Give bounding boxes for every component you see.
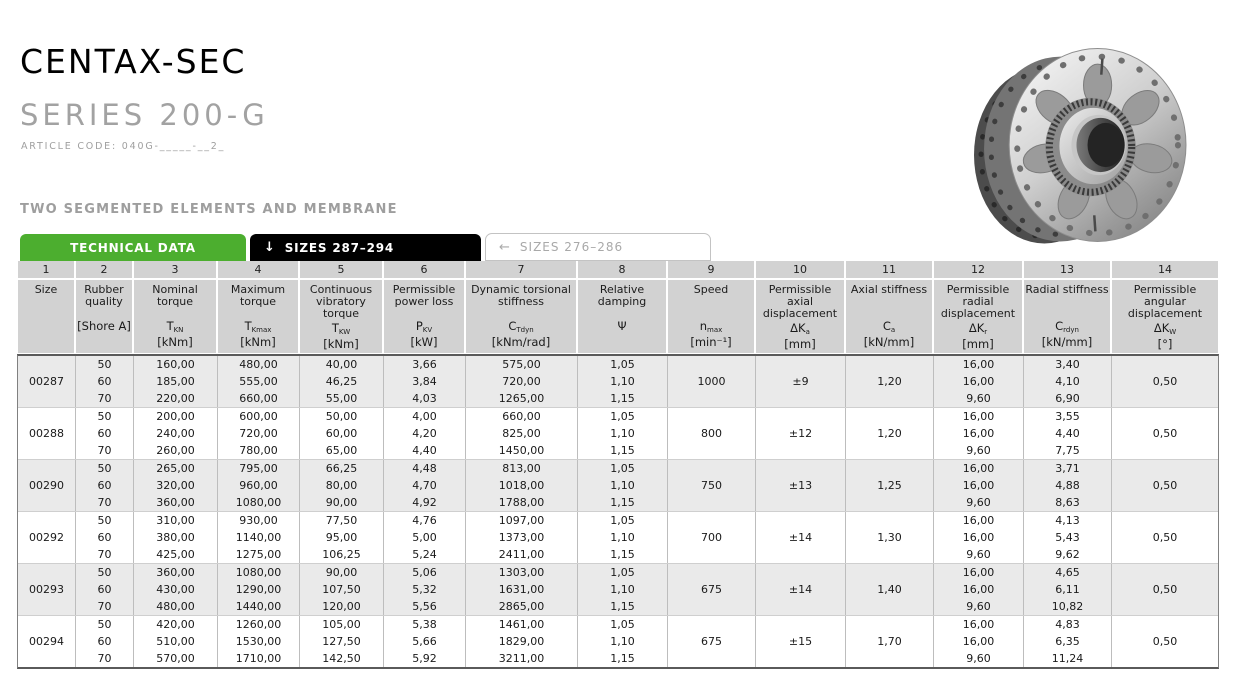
column-header xyxy=(18,280,76,353)
cell-rubber-quality: 50 xyxy=(76,356,134,373)
cell-nominal-torque: 430,00 xyxy=(134,581,218,598)
tab-technical-data[interactable] xyxy=(20,234,246,261)
cell-rubber-quality: 60 xyxy=(76,529,134,546)
cell-power-loss: 4,00 xyxy=(384,408,466,425)
column-header-name: Rubber quality xyxy=(84,283,124,308)
cell-relative-damping: 1,05 xyxy=(578,356,668,373)
cell-maximum-torque: 555,00 xyxy=(218,373,300,390)
column-header-unit: [kNm/rad] xyxy=(491,335,551,349)
tab-sizes-276-286[interactable] xyxy=(485,233,711,261)
cell-size: 00294 xyxy=(18,616,76,667)
cell-radial-stiffness: 3,55 xyxy=(1024,408,1112,425)
cell-radial-stiffness: 3,40 xyxy=(1024,356,1112,373)
cell-rubber-quality: 70 xyxy=(76,442,134,459)
column-number-cell: 11 xyxy=(846,261,934,278)
column-header-name: Size xyxy=(34,283,58,296)
cell-vibratory-torque: 50,00 xyxy=(300,408,384,425)
cell-speed: 675 xyxy=(668,616,756,667)
cell-maximum-torque: 660,00 xyxy=(218,390,300,407)
cell-radial-displacement: 16,00 xyxy=(934,529,1024,546)
column-header-name: Axial stiffness xyxy=(850,283,928,296)
column-header xyxy=(466,280,578,353)
size-group-00287 xyxy=(18,356,1218,408)
column-header xyxy=(578,280,668,353)
cell-torsional-stiffness: 1097,00 xyxy=(466,512,578,529)
cell-torsional-stiffness: 660,00 xyxy=(466,408,578,425)
column-number-cell: 6 xyxy=(384,261,466,278)
cell-rubber-quality: 70 xyxy=(76,650,134,667)
cell-vibratory-torque: 40,00 xyxy=(300,356,384,373)
cell-nominal-torque: 570,00 xyxy=(134,650,218,667)
cell-radial-displacement: 16,00 xyxy=(934,616,1024,633)
cell-maximum-torque: 960,00 xyxy=(218,477,300,494)
section-heading: TWO SEGMENTED ELEMENTS AND MEMBRANE xyxy=(20,202,398,217)
cell-rubber-quality: 70 xyxy=(76,494,134,511)
cell-relative-damping: 1,15 xyxy=(578,650,668,667)
column-header-symbol: $\Delta K_r$ xyxy=(968,321,988,336)
column-header-name: Relative damping xyxy=(597,283,647,308)
cell-size: 00293 xyxy=(18,564,76,615)
column-header xyxy=(846,280,934,353)
column-header-unit: [min⁻¹] xyxy=(690,335,732,349)
cell-axial-stiffness: 1,70 xyxy=(846,616,934,667)
arrow-down-icon: ↓ xyxy=(264,240,276,255)
cell-nominal-torque: 185,00 xyxy=(134,373,218,390)
cell-radial-stiffness: 4,88 xyxy=(1024,477,1112,494)
cell-radial-stiffness: 3,71 xyxy=(1024,460,1112,477)
cell-rubber-quality: 50 xyxy=(76,460,134,477)
cell-radial-stiffness: 6,11 xyxy=(1024,581,1112,598)
cell-speed: 700 xyxy=(668,512,756,563)
cell-power-loss: 4,48 xyxy=(384,460,466,477)
cell-torsional-stiffness: 1788,00 xyxy=(466,494,578,511)
cell-angular-displacement: 0,50 xyxy=(1152,583,1178,596)
cell-maximum-torque: 1080,00 xyxy=(218,564,300,581)
cell-nominal-torque: 425,00 xyxy=(134,546,218,563)
cell-vibratory-torque: 127,50 xyxy=(300,633,384,650)
cell-power-loss: 5,06 xyxy=(384,564,466,581)
cell-vibratory-torque: 120,00 xyxy=(300,598,384,615)
column-header-unit: [kNm] xyxy=(240,335,276,349)
cell-torsional-stiffness: 575,00 xyxy=(466,356,578,373)
cell-maximum-torque: 1530,00 xyxy=(218,633,300,650)
column-number-cell: 14 xyxy=(1112,261,1218,278)
cell-vibratory-torque: 95,00 xyxy=(300,529,384,546)
cell-angular-displacement: 0,50 xyxy=(1152,531,1178,544)
column-header-symbol: $T_{KN}$ xyxy=(166,319,184,334)
cell-relative-damping: 1,10 xyxy=(578,529,668,546)
cell-torsional-stiffness: 1450,00 xyxy=(466,442,578,459)
cell-maximum-torque: 720,00 xyxy=(218,425,300,442)
cell-power-loss: 4,76 xyxy=(384,512,466,529)
cell-nominal-torque: 260,00 xyxy=(134,442,218,459)
cell-angular-displacement: 0,50 xyxy=(1152,479,1178,492)
cell-relative-damping: 1,10 xyxy=(578,477,668,494)
cell-maximum-torque: 795,00 xyxy=(218,460,300,477)
cell-speed: 750 xyxy=(668,460,756,511)
cell-relative-damping: 1,05 xyxy=(578,564,668,581)
cell-relative-damping: 1,10 xyxy=(578,633,668,650)
cell-torsional-stiffness: 813,00 xyxy=(466,460,578,477)
cell-relative-damping: 1,15 xyxy=(578,546,668,563)
cell-torsional-stiffness: 2411,00 xyxy=(466,546,578,563)
cell-power-loss: 5,00 xyxy=(384,529,466,546)
column-header xyxy=(756,280,846,353)
cell-radial-stiffness: 6,35 xyxy=(1024,633,1112,650)
cell-radial-displacement: 16,00 xyxy=(934,633,1024,650)
size-group-00294 xyxy=(18,616,1218,667)
cell-nominal-torque: 220,00 xyxy=(134,390,218,407)
cell-speed: 1000 xyxy=(668,356,756,407)
cell-vibratory-torque: 55,00 xyxy=(300,390,384,407)
column-header xyxy=(300,280,384,353)
column-header-name: Speed xyxy=(693,283,729,296)
cell-axial-stiffness: 1,20 xyxy=(846,356,934,407)
column-number-cell: 4 xyxy=(218,261,300,278)
cell-radial-displacement: 16,00 xyxy=(934,512,1024,529)
column-header xyxy=(668,280,756,353)
cell-torsional-stiffness: 1373,00 xyxy=(466,529,578,546)
cell-radial-stiffness: 5,43 xyxy=(1024,529,1112,546)
cell-torsional-stiffness: 1303,00 xyxy=(466,564,578,581)
cell-power-loss: 4,40 xyxy=(384,442,466,459)
cell-relative-damping: 1,05 xyxy=(578,512,668,529)
coupling-product-image xyxy=(972,33,1188,257)
column-header-name: Nominal torque xyxy=(152,283,198,308)
cell-radial-displacement: 9,60 xyxy=(934,390,1024,407)
cell-maximum-torque: 1275,00 xyxy=(218,546,300,563)
column-header-unit: [mm] xyxy=(784,337,816,351)
cell-power-loss: 4,92 xyxy=(384,494,466,511)
column-header-name: Permissible angular displacement xyxy=(1127,283,1203,320)
cell-vibratory-torque: 60,00 xyxy=(300,425,384,442)
cell-torsional-stiffness: 720,00 xyxy=(466,373,578,390)
cell-vibratory-torque: 105,00 xyxy=(300,616,384,633)
cell-nominal-torque: 360,00 xyxy=(134,564,218,581)
size-group-00288 xyxy=(18,408,1218,460)
cell-radial-displacement: 16,00 xyxy=(934,477,1024,494)
cell-torsional-stiffness: 3211,00 xyxy=(466,650,578,667)
cell-radial-displacement: 16,00 xyxy=(934,564,1024,581)
cell-relative-damping: 1,05 xyxy=(578,460,668,477)
cell-torsional-stiffness: 1018,00 xyxy=(466,477,578,494)
table-header-row xyxy=(18,280,1218,353)
cell-vibratory-torque: 66,25 xyxy=(300,460,384,477)
column-header-name: Radial stiffness xyxy=(1025,283,1109,296)
tab-sizes-276-286-label: SIZES 276–286 xyxy=(519,240,624,254)
cell-maximum-torque: 480,00 xyxy=(218,356,300,373)
column-number-cell: 10 xyxy=(756,261,846,278)
column-header-unit: [kW] xyxy=(410,335,438,349)
cell-maximum-torque: 1710,00 xyxy=(218,650,300,667)
column-header-symbol: $C_{Tdyn}$ xyxy=(508,319,534,334)
cell-vibratory-torque: 90,00 xyxy=(300,564,384,581)
column-header-name: Dynamic torsional stiffness xyxy=(471,283,571,308)
cell-relative-damping: 1,15 xyxy=(578,442,668,459)
size-group-00293 xyxy=(18,564,1218,616)
cell-torsional-stiffness: 2865,00 xyxy=(466,598,578,615)
column-header-symbol: $P_{KV}$ xyxy=(415,319,433,334)
cell-radial-displacement: 16,00 xyxy=(934,425,1024,442)
cell-power-loss: 5,56 xyxy=(384,598,466,615)
cell-radial-stiffness: 4,40 xyxy=(1024,425,1112,442)
cell-size: 00287 xyxy=(18,356,76,407)
column-header-symbol: $\Delta K_a$ xyxy=(790,321,810,336)
cell-axial-displacement: ±12 xyxy=(756,408,846,459)
cell-power-loss: 5,24 xyxy=(384,546,466,563)
column-header-symbol: [Shore A] xyxy=(77,319,131,333)
cell-radial-displacement: 9,60 xyxy=(934,598,1024,615)
cell-rubber-quality: 50 xyxy=(76,616,134,633)
cell-vibratory-torque: 77,50 xyxy=(300,512,384,529)
column-number-cell: 1 xyxy=(18,261,76,278)
cell-power-loss: 5,32 xyxy=(384,581,466,598)
column-header-unit: [kNm] xyxy=(157,335,193,349)
column-header xyxy=(218,280,300,353)
cell-nominal-torque: 320,00 xyxy=(134,477,218,494)
column-header xyxy=(934,280,1024,353)
article-code: ARTICLE CODE: 040G-_____-__2_ xyxy=(21,141,226,152)
column-header-unit: [kNm] xyxy=(323,337,359,351)
cell-axial-displacement: ±15 xyxy=(756,616,846,667)
cell-maximum-torque: 1140,00 xyxy=(218,529,300,546)
cell-radial-stiffness: 9,62 xyxy=(1024,546,1112,563)
cell-torsional-stiffness: 825,00 xyxy=(466,425,578,442)
column-header xyxy=(76,280,134,353)
cell-rubber-quality: 60 xyxy=(76,425,134,442)
column-header xyxy=(384,280,466,353)
cell-angular-displacement: 0,50 xyxy=(1152,635,1178,648)
tab-sizes-287-294[interactable] xyxy=(250,234,481,261)
cell-size: 00290 xyxy=(18,460,76,511)
column-number-cell: 9 xyxy=(668,261,756,278)
cell-relative-damping: 1,15 xyxy=(578,494,668,511)
column-header-name: Permissible axial displacement xyxy=(762,283,838,320)
cell-axial-stiffness: 1,25 xyxy=(846,460,934,511)
cell-radial-stiffness: 11,24 xyxy=(1024,650,1112,667)
cell-nominal-torque: 240,00 xyxy=(134,425,218,442)
cell-torsional-stiffness: 1829,00 xyxy=(466,633,578,650)
cell-maximum-torque: 1440,00 xyxy=(218,598,300,615)
cell-power-loss: 3,66 xyxy=(384,356,466,373)
cell-size: 00288 xyxy=(18,408,76,459)
cell-rubber-quality: 70 xyxy=(76,546,134,563)
column-header xyxy=(134,280,218,353)
column-header-unit: [mm] xyxy=(962,337,994,351)
cell-rubber-quality: 50 xyxy=(76,512,134,529)
cell-torsional-stiffness: 1461,00 xyxy=(466,616,578,633)
tab-sizes-287-294-label: SIZES 287–294 xyxy=(284,240,395,255)
column-header-name: Permissible radial displacement xyxy=(940,283,1016,320)
cell-rubber-quality: 60 xyxy=(76,477,134,494)
cell-radial-displacement: 9,60 xyxy=(934,494,1024,511)
size-group-00292 xyxy=(18,512,1218,564)
tab-technical-data-label: TECHNICAL DATA xyxy=(70,240,196,255)
cell-nominal-torque: 420,00 xyxy=(134,616,218,633)
column-number-cell: 5 xyxy=(300,261,384,278)
cell-radial-displacement: 16,00 xyxy=(934,408,1024,425)
column-header-name: Continuous vibratory torque xyxy=(309,283,373,320)
cell-vibratory-torque: 80,00 xyxy=(300,477,384,494)
cell-power-loss: 4,70 xyxy=(384,477,466,494)
cell-axial-displacement: ±14 xyxy=(756,512,846,563)
cell-power-loss: 5,92 xyxy=(384,650,466,667)
cell-vibratory-torque: 142,50 xyxy=(300,650,384,667)
cell-vibratory-torque: 65,00 xyxy=(300,442,384,459)
cell-relative-damping: 1,10 xyxy=(578,581,668,598)
column-header-symbol: $T_{Kmax}$ xyxy=(244,319,272,334)
cell-angular-displacement: 0,50 xyxy=(1152,375,1178,388)
cell-vibratory-torque: 46,25 xyxy=(300,373,384,390)
column-number-cell: 13 xyxy=(1024,261,1112,278)
cell-relative-damping: 1,15 xyxy=(578,390,668,407)
cell-maximum-torque: 600,00 xyxy=(218,408,300,425)
cell-rubber-quality: 70 xyxy=(76,598,134,615)
cell-rubber-quality: 60 xyxy=(76,633,134,650)
column-header-symbol: Ψ xyxy=(617,319,627,333)
cell-axial-displacement: ±13 xyxy=(756,460,846,511)
column-header-symbol: $\Delta K_W$ xyxy=(1153,321,1177,336)
column-header xyxy=(1112,280,1218,353)
cell-radial-displacement: 16,00 xyxy=(934,460,1024,477)
cell-maximum-torque: 780,00 xyxy=(218,442,300,459)
column-header-name: Permissible power loss xyxy=(392,283,456,308)
cell-nominal-torque: 310,00 xyxy=(134,512,218,529)
coupling-illustration xyxy=(972,33,1188,257)
cell-nominal-torque: 265,00 xyxy=(134,460,218,477)
column-header-symbol: $C_{rdyn}$ xyxy=(1055,319,1079,334)
column-header-symbol: $T_{KW}$ xyxy=(331,321,351,336)
cell-relative-damping: 1,10 xyxy=(578,425,668,442)
column-number-cell: 2 xyxy=(76,261,134,278)
cell-vibratory-torque: 106,25 xyxy=(300,546,384,563)
cell-vibratory-torque: 107,50 xyxy=(300,581,384,598)
tab-bar xyxy=(20,233,711,261)
column-number-cell: 12 xyxy=(934,261,1024,278)
cell-power-loss: 5,66 xyxy=(384,633,466,650)
page-title: CENTAX-SEC xyxy=(20,42,247,81)
cell-rubber-quality: 50 xyxy=(76,564,134,581)
cell-speed: 675 xyxy=(668,564,756,615)
table-body xyxy=(17,354,1219,669)
cell-rubber-quality: 50 xyxy=(76,408,134,425)
page-subtitle: SERIES 200-G xyxy=(20,98,269,132)
cell-relative-damping: 1,05 xyxy=(578,616,668,633)
cell-torsional-stiffness: 1265,00 xyxy=(466,390,578,407)
cell-radial-stiffness: 8,63 xyxy=(1024,494,1112,511)
cell-relative-damping: 1,10 xyxy=(578,373,668,390)
column-header-unit: [°] xyxy=(1157,337,1173,351)
cell-power-loss: 4,03 xyxy=(384,390,466,407)
cell-radial-stiffness: 4,10 xyxy=(1024,373,1112,390)
column-header-symbol: $C_a$ xyxy=(882,319,896,334)
cell-radial-displacement: 16,00 xyxy=(934,356,1024,373)
arrow-left-icon: ← xyxy=(499,239,511,255)
column-number-cell: 7 xyxy=(466,261,578,278)
cell-maximum-torque: 1080,00 xyxy=(218,494,300,511)
cell-radial-displacement: 16,00 xyxy=(934,373,1024,390)
cell-radial-displacement: 16,00 xyxy=(934,581,1024,598)
cell-speed: 800 xyxy=(668,408,756,459)
column-header-unit: [kN/mm] xyxy=(863,335,915,349)
cell-radial-displacement: 9,60 xyxy=(934,546,1024,563)
column-header xyxy=(1024,280,1112,353)
cell-power-loss: 4,20 xyxy=(384,425,466,442)
cell-nominal-torque: 480,00 xyxy=(134,598,218,615)
cell-relative-damping: 1,05 xyxy=(578,408,668,425)
cell-radial-stiffness: 7,75 xyxy=(1024,442,1112,459)
cell-nominal-torque: 380,00 xyxy=(134,529,218,546)
cell-rubber-quality: 60 xyxy=(76,581,134,598)
cell-axial-displacement: ±14 xyxy=(756,564,846,615)
cell-rubber-quality: 60 xyxy=(76,373,134,390)
cell-axial-stiffness: 1,40 xyxy=(846,564,934,615)
cell-radial-stiffness: 4,13 xyxy=(1024,512,1112,529)
cell-radial-displacement: 9,60 xyxy=(934,650,1024,667)
cell-radial-stiffness: 4,65 xyxy=(1024,564,1112,581)
column-number-row xyxy=(18,261,1218,278)
cell-angular-displacement: 0,50 xyxy=(1152,427,1178,440)
column-number-cell: 8 xyxy=(578,261,668,278)
column-header-name: Maximum torque xyxy=(230,283,286,308)
cell-maximum-torque: 1260,00 xyxy=(218,616,300,633)
cell-maximum-torque: 930,00 xyxy=(218,512,300,529)
column-header-symbol: $n_{max}$ xyxy=(699,319,723,334)
cell-nominal-torque: 360,00 xyxy=(134,494,218,511)
cell-size: 00292 xyxy=(18,512,76,563)
cell-radial-stiffness: 10,82 xyxy=(1024,598,1112,615)
cell-radial-stiffness: 4,83 xyxy=(1024,616,1112,633)
cell-power-loss: 5,38 xyxy=(384,616,466,633)
cell-vibratory-torque: 90,00 xyxy=(300,494,384,511)
cell-radial-displacement: 9,60 xyxy=(934,442,1024,459)
cell-rubber-quality: 70 xyxy=(76,390,134,407)
cell-nominal-torque: 160,00 xyxy=(134,356,218,373)
cell-radial-stiffness: 6,90 xyxy=(1024,390,1112,407)
cell-axial-stiffness: 1,30 xyxy=(846,512,934,563)
size-group-00290 xyxy=(18,460,1218,512)
cell-torsional-stiffness: 1631,00 xyxy=(466,581,578,598)
cell-maximum-torque: 1290,00 xyxy=(218,581,300,598)
cell-nominal-torque: 510,00 xyxy=(134,633,218,650)
cell-relative-damping: 1,15 xyxy=(578,598,668,615)
cell-nominal-torque: 200,00 xyxy=(134,408,218,425)
cell-axial-displacement: ±9 xyxy=(756,356,846,407)
column-header-unit: [kN/mm] xyxy=(1041,335,1093,349)
cell-power-loss: 3,84 xyxy=(384,373,466,390)
column-number-cell: 3 xyxy=(134,261,218,278)
cell-axial-stiffness: 1,20 xyxy=(846,408,934,459)
